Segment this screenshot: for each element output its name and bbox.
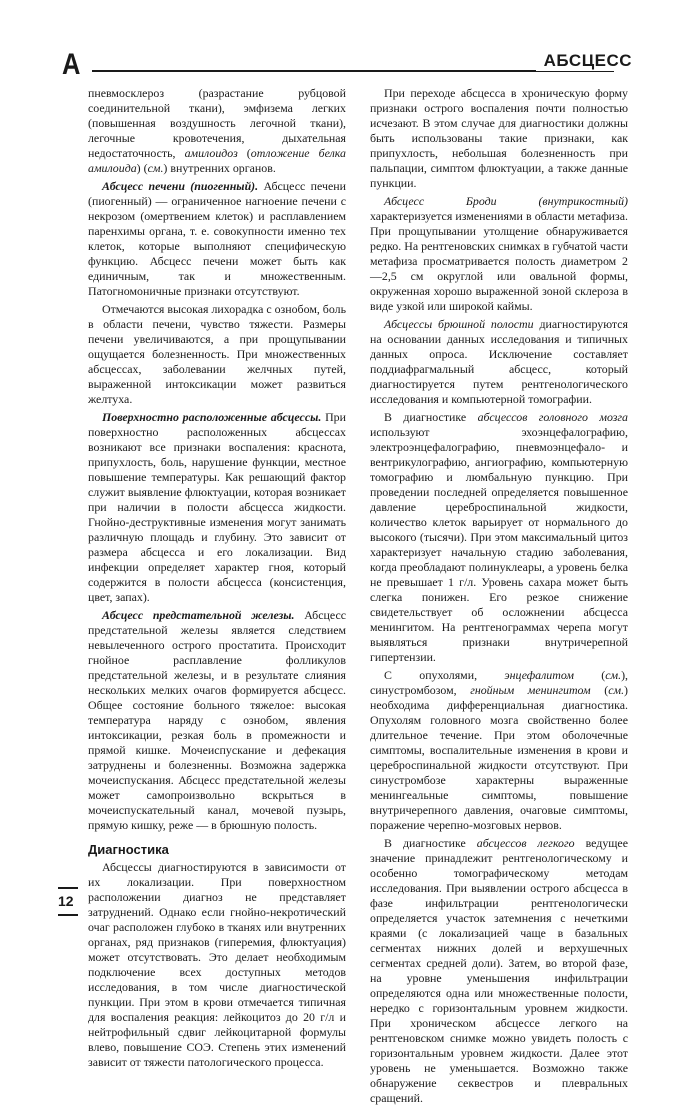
- term: Абсцесс предстательной железы.: [102, 608, 295, 622]
- footer-rule: [58, 914, 78, 916]
- section-letter: А: [62, 48, 81, 81]
- right-column: [370, 86, 628, 1106]
- paragraph: При переходе абсцесса в хроническую форму признаки острого воспаления почти полностью исчезают. В этом случае для диагностики должны быть использованы такие признаки, как припухлость, небольшая болезненность при пальпации, симптом флюктуации, а также данные пункции.: [370, 86, 628, 190]
- paragraph: Отмечаются высокая лихорадка с ознобом, боль в области печени, чувство тяжести. Размеры печени увеличиваются, а при прощупывании ощущается болезненность. При множественных абсцессах, заболевании желчных путей, выраженной интоксикации может развиться желтуха.: [88, 302, 346, 406]
- term: абсцессов легкого: [476, 836, 575, 850]
- running-title: АБСЦЕСС: [536, 51, 632, 71]
- paragraph: В диагностике абсцессов легкого ведущее значение принадлежит рентгенологическому и особенно томографическому методам исследования. При выявлении острого абсцесса в фазе инфильтрации рентгенологически определяется участок затемнения с нечеткими краями (с локализацией чаще в базальных сегментах нижних долей и верхушечных сегментах средней доли). Затем, во второй фазе, на уровне уменьшения инфильтрации определяются одна или множественные полости, нередко с горизонтальным уровнем жидкости. При хроническом абсцессе легкого на рентгеновском снимке можно увидеть полость с горизонтальным уровнем жидкости. Далее этот уровень не уменьшается. Возможно также обнаружение секвестров и плевральных сращений.: [370, 836, 628, 1105]
- paragraph: Абсцессы брюшной полости диагностируются на основании данных исследования и типичных данных опроса. Исключение составляет поддиафрагмальный абсцесс, который диагностируется путем рентгенологического исследования и компьютерной томографии.: [370, 317, 629, 406]
- term: Абсцесс Броди (внутрикостный): [384, 194, 628, 208]
- paragraph: Абсцесс печени (пиогенный). Абсцесс печени (пиогенный) — ограниченное нагноение печени с некрозом (омертвением клеток) и расплавлением паренхимы органа, т. е. совокупности именно тех клеток, которые выполняют специфическую функцию. Абсцесс печени может быть как единичным, так и множественным. Патогномоничные признаки отсутствуют.: [88, 179, 346, 298]
- paragraph: В диагностике абсцессов головного мозга используют эхоэнцефалографию, электроэнцефалографию, пневмоэнцефало- и вентрикулографию, ангиографию, компьютерную томографию и люмбальную пункцию. При проведении последней определяется повышенное давление цереброспинальной жидкости, количество клеток варьирует от нормального до высокого (тысячи). При этом максимальный цитоз характеризует начальную стадию заболевания, когда преобладают полинуклеары, а уровень белка не превышает 1 г/л. Уровень сахара может быть слегка понижен. Его резкое снижение свидетельствует об осложнении абсцесса менингитом. На рентгенограммах черепа могут выявляться признаки внутричерепной гипертензии.: [370, 410, 628, 664]
- paragraph: пневмосклероз (разрастание рубцовой соединительной ткани), эмфизема легких (повышенная воздушность легочной ткани), легочные кровотечения, дыхательная недостаточность, амилоидоз (отложение белка амилоида) (см.) внутренних органов.: [88, 86, 346, 175]
- paragraph: Абсцесс предстательной железы. Абсцесс предстательной железы является следствием невылеченного острого простатита. Происходит гнойное расплавление фолликулов предстательной железы, и в результате слияния нескольких мелких очагов формируется абсцесс. Общее состояние больного тяжелое: высокая температура наряду с ознобом, явления интоксикации, резкая боль в промежности и прямой кишке. Мочеиспускание и дефекация затруднены и болезненны. Возможна задержка мочеиспускания. Абсцесс предстательной железы может самопроизвольно вскрыться в мочеиспускательный канал, мочевой пузырь, прямую кишку, реже — в брюшную полость.: [88, 608, 346, 832]
- left-column: [88, 86, 346, 1070]
- term: Абсцессы брюшной полости: [384, 317, 534, 331]
- paragraph: Абсцесс Броди (внутрикостный) характеризуется изменениями в области метафиза. При прощупывании утолщение обнаруживается редко. На рентгеновских снимках в губчатой части метафиза просматривается полость диаметром 2—2,5 см округлой или овальной формы, окруженная хорошо выраженной зоной склероза в виде узкой или широкой каймы.: [370, 194, 628, 313]
- paragraph: Абсцессы диагностируются в зависимости от их локализации. При поверхностном расположении диагноз не представляет затруднений. Однако если гнойно-некротический очаг расположен глубоко в тканях или внутренних органах, ряд признаков (гиперемия, флюктуация) может отсутствовать. Это делает необходимым подключение всех доступных методов исследования, в том числе диагностической пункции. При этом в крови отмечается типичная для воспаления реакция: лейкоцитоз до 20 г/л и нейтрофильный сдвиг лейкоцитарной формулы влево, повышение СОЭ. Степень этих изменений зависит от тяжести патологического процесса.: [88, 860, 346, 1069]
- term: Поверхностно расположенные абсцессы.: [102, 410, 322, 424]
- page-number: 12: [58, 893, 74, 909]
- footer-rule: [58, 887, 78, 889]
- term: абсцессов головного мозга: [477, 410, 628, 424]
- term: Абсцесс печени (пиогенный).: [102, 179, 259, 193]
- section-heading: Диагностика: [88, 842, 169, 857]
- paragraph: Поверхностно расположенные абсцессы. При поверхностно расположенных абсцессах возникают все признаки воспаления: краснота, припухлость, боль, нарушение функции, местное повышение температуры. Как решающий фактор служит выявление флюктуации, которая возникает при наличии в полости абсцесса жидкости. Гнойно-деструктивные изменения могут занимать различную площадь и глубину. Это зависит от размера абсцесса и его локализации. Вид инфекции определяет характер гноя, который содержится в полости абсцесса (консистенция, цвет, запах).: [88, 410, 346, 604]
- paragraph: С опухолями, энцефалитом (см.), синустромбозом, гнойным менингитом (см.) необходима дифференциальная диагностика. Опухолям головного мозга свойственно более длительное течение. При этом оболочечные симптомы, воспалительные изменения в крови и цереброспинальной жидкости отсутствуют. При синустромбозе характерны выраженные менингеальные симптомы, повышение внутричерепного давления, очаговые симптомы, поражение черепно-мозговых нервов.: [370, 668, 629, 832]
